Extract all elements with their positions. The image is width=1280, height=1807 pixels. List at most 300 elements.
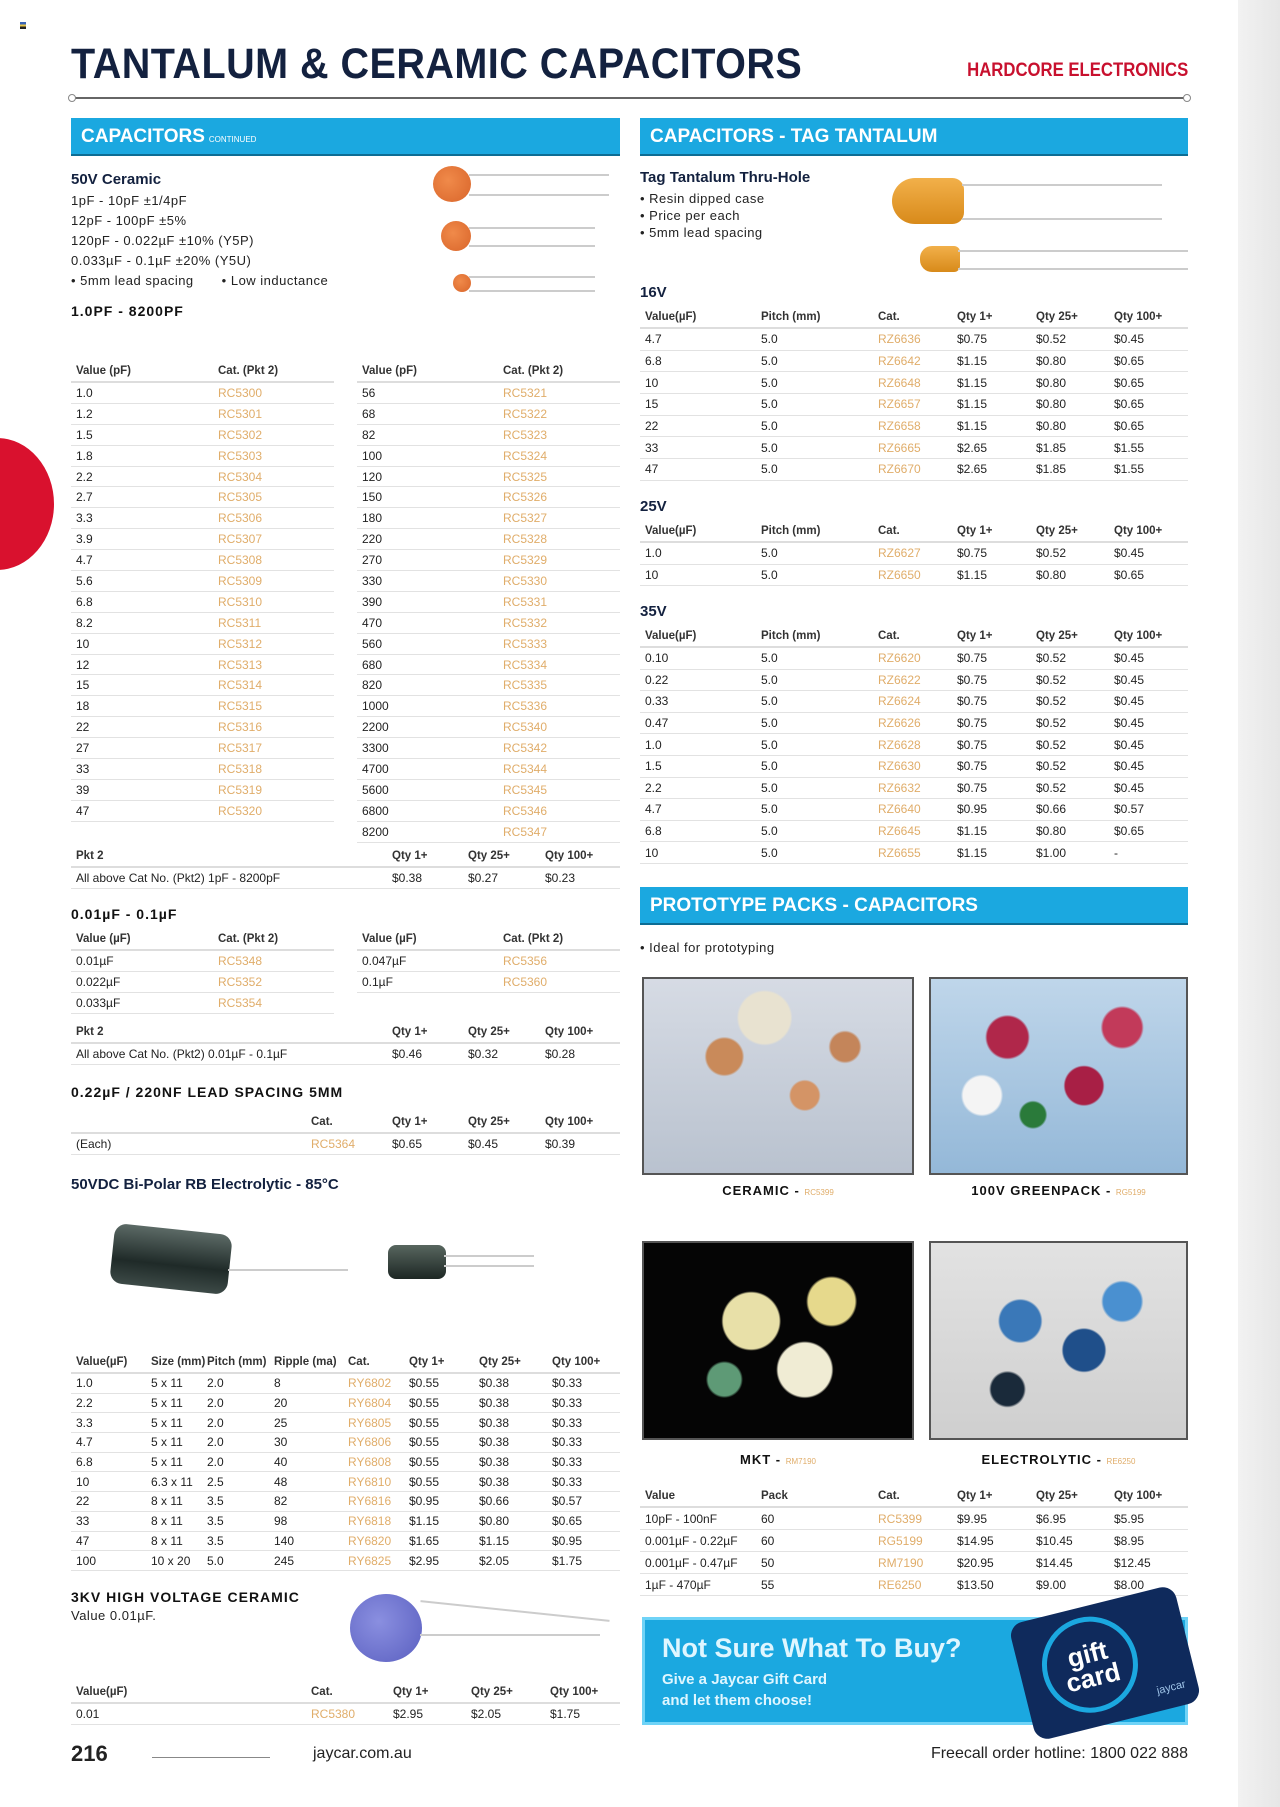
table-cell: $0.27 [468,871,499,885]
table-cell: 2.0 [207,1376,224,1391]
table-row [71,404,334,425]
ceramic-pack-photo [642,977,914,1175]
menu-icon[interactable] [20,22,26,29]
catalog-number-link[interactable]: RY6818 [348,1514,392,1529]
bipolar-electrolytic-table [71,1336,620,1571]
table-cell: $0.33 [552,1415,583,1430]
table-header [71,1683,620,1704]
table-cell: $0.65 [1114,354,1145,369]
catalog-number-link[interactable]: RC5344 [503,761,548,776]
column-header: Pitch (mm) [761,630,821,642]
prototype-packs-table [640,1487,1188,1596]
table-cell: 150 [362,490,383,505]
catalog-number-link[interactable]: RC5303 [218,448,263,463]
tantalum-35v-table [640,627,1188,864]
catalog-number-link[interactable]: RC5342 [503,741,548,756]
catalog-number-link[interactable]: RC5399 [878,1511,923,1526]
table-cell: $0.38 [392,871,423,885]
table-row [71,1532,620,1552]
table-row [71,383,334,404]
table-cell: 5.0 [761,462,778,477]
catalog-number-link[interactable]: RC5300 [218,385,263,400]
catalog-number-link[interactable]: RC5302 [218,427,263,442]
table-row [71,634,334,655]
pack-cat[interactable]: RM7190 [785,1457,816,1466]
table-cell: $0.55 [409,1474,440,1489]
catalog-number-link[interactable]: RC5305 [218,490,263,505]
table-cell: $2.95 [409,1553,440,1568]
column-header: Qty 25+ [1036,311,1078,323]
table-row [71,1453,620,1473]
catalog-number-link[interactable]: RZ6626 [878,716,921,731]
table-row [640,670,1188,692]
catalog-number-link[interactable]: RC5304 [218,469,263,484]
column-header: Qty 100+ [550,1686,599,1698]
catalog-number-link[interactable]: RC5336 [503,699,548,714]
table-cell: 2.0 [207,1415,224,1430]
table-row [640,1508,1188,1530]
catalog-number-link[interactable]: RY6825 [348,1553,392,1568]
table-cell: $12.45 [1114,1555,1151,1570]
catalog-number-link[interactable]: RG5199 [878,1533,923,1548]
table-cell: $0.65 [392,1137,423,1151]
table-row [357,822,620,843]
catalog-number-link[interactable]: RY6810 [348,1474,392,1489]
column-header: Qty 100+ [545,1026,594,1038]
catalog-number-link[interactable]: RC5346 [503,803,548,818]
table-cell: 5.0 [761,824,778,839]
table-cell: $9.00 [1036,1577,1067,1592]
table-cell: 4.7 [645,802,662,817]
table-cell: All above Cat No. (Pkt2) 1pF - 8200pF [76,871,281,885]
pack-cat[interactable]: RE6250 [1106,1457,1136,1466]
table-cell: 82 [274,1494,288,1509]
table-header [640,308,1188,329]
column-header: Value(µF) [645,311,697,323]
voltage-35v-heading: 35V [640,603,667,620]
table-row [357,717,620,738]
column-header: Cat. (Pkt 2) [218,365,279,377]
catalog-number-link[interactable]: RC5329 [503,553,548,568]
table-cell: 5.0 [761,440,778,455]
catalog-number-link[interactable]: RZ6648 [878,375,921,390]
table-cell: 4700 [362,761,389,776]
catalog-number-link[interactable]: RC5322 [503,406,548,421]
catalog-number-link[interactable]: RZ6636 [878,332,921,347]
table-cell: 0.1µF [362,975,393,989]
table-cell: 25 [274,1415,288,1430]
catalog-number-link[interactable]: RY6804 [348,1396,392,1411]
column-header: Qty 100+ [545,850,594,862]
table-cell: - [1114,845,1118,860]
table-row [357,951,620,972]
table-cell: $0.38 [479,1435,510,1450]
table-cell: All above Cat No. (Pkt2) 0.01µF - 0.1µF [76,1047,288,1061]
table-cell: $0.39 [545,1137,576,1151]
electrolytic-capacitor-image [110,1225,550,1300]
column-header: Pkt 2 [76,850,104,862]
table-cell: 5.0 [761,694,778,709]
table-row [71,655,334,676]
table-cell: 47 [76,1533,90,1548]
column-header: Qty 1+ [392,1026,428,1038]
column-header: Cat. [878,525,900,537]
table-cell: $1.15 [957,375,988,390]
column-header: Qty 100+ [1114,630,1163,642]
table-cell: 5.6 [76,573,93,588]
catalog-number-link[interactable]: RC5309 [218,573,263,588]
catalog-number-link[interactable]: RC5310 [218,594,263,609]
table-cell: 6.3 x 11 [151,1474,193,1489]
column-header: Cat. (Pkt 2) [503,365,564,377]
table-cell: $0.80 [479,1514,510,1529]
column-header: Qty 100+ [1114,1490,1163,1502]
column-header: Cat. [878,1490,900,1502]
table-cell: $1.15 [957,824,988,839]
table-cell: 120 [362,469,383,484]
catalog-number-link[interactable]: RC5326 [503,490,548,505]
catalog-number-link[interactable]: RC5325 [503,469,548,484]
table-cell: 15 [645,397,659,412]
column-header: Cat. [311,1686,333,1698]
catalog-number-link[interactable]: RY6802 [348,1376,392,1391]
bar-subtitle: CONTINUED [208,135,257,144]
table-cell: 33 [645,440,659,455]
table-cell: $2.95 [393,1707,424,1721]
column-header: Pitch (mm) [207,1356,267,1368]
table-cell: $0.33 [552,1474,583,1489]
table-cell: $0.65 [1114,824,1145,839]
table-cell: $0.33 [552,1435,583,1450]
table-row [640,351,1188,373]
catalog-number-link[interactable]: RC5347 [503,824,548,839]
table-row [357,571,620,592]
table-cell: 10 [645,375,659,390]
table-cell: $0.38 [479,1376,510,1391]
catalog-number-link[interactable]: RC5315 [218,699,263,714]
ceramic-capacitor-image [433,166,613,306]
table-cell: $0.95 [552,1533,583,1548]
catalog-number-link[interactable]: RC5354 [218,996,263,1010]
column-header: Cat. [878,311,900,323]
table-cell: 56 [362,385,376,400]
table-cell: (Each) [76,1137,112,1151]
catalog-number-link[interactable]: RZ6627 [878,546,921,561]
pkt2-price-table-uf [71,1023,620,1065]
catalog-number-link[interactable]: RY6816 [348,1494,392,1509]
catalog-number-link[interactable]: RC5340 [503,720,548,735]
catalog-number-link[interactable]: RC5311 [218,615,262,630]
catalog-number-link[interactable]: RC5364 [311,1137,356,1151]
pack-cat[interactable]: RG5199 [1115,1188,1146,1197]
table-cell: $0.95 [409,1494,440,1509]
prototype-packs-bar: PROTOTYPE PACKS - CAPACITORS [640,887,1188,923]
table-cell: 2.0 [207,1455,224,1470]
catalog-number-link[interactable]: RY6820 [348,1533,392,1548]
spec-line: 1pF - 10pF ±1/4pF [71,193,188,208]
table-cell: 8.2 [76,615,93,630]
column-header: Value (µF) [76,933,131,945]
table-cell: 10 [76,636,90,651]
hv-ceramic-heading: 3KV HIGH VOLTAGE CERAMIC [71,1589,300,1605]
catalog-number-link[interactable]: RZ6642 [878,354,921,369]
section-tab-marker [0,438,54,570]
table-cell: $0.65 [1114,397,1145,412]
table-cell: $0.66 [479,1494,510,1509]
catalog-number-link[interactable]: RC5333 [503,636,548,651]
table-cell: 1.5 [645,759,662,774]
column-header: Value(µF) [76,1356,128,1368]
ceramic-heading: 50V Ceramic [71,171,162,188]
catalog-number-link[interactable]: RC5345 [503,782,548,797]
table-cell: 98 [274,1514,288,1529]
table-row [357,404,620,425]
catalog-number-link[interactable]: RC5332 [503,615,548,630]
pack-cat[interactable]: RC5399 [804,1188,834,1197]
table-cell: 6.8 [645,824,662,839]
table-cell: 6.8 [76,594,93,609]
catalog-number-link[interactable]: RC5335 [503,678,548,693]
table-cell: 3.5 [207,1533,224,1548]
table-cell: 10 [645,845,659,860]
column-header: Qty 100+ [545,1116,594,1128]
catalog-number-link[interactable]: RC5360 [503,975,548,989]
table-cell: $0.75 [957,332,988,347]
column-header: Size (mm) [151,1356,206,1368]
catalog-number-link[interactable]: RZ6650 [878,568,921,583]
table-cell: 5 x 11 [151,1376,183,1391]
table-header [71,1113,620,1134]
catalog-number-link[interactable]: RC5324 [503,448,548,463]
table-cell: 40 [274,1455,288,1470]
catalog-number-link[interactable]: RZ6630 [878,759,921,774]
table-cell: 1000 [362,699,389,714]
bullet: • 5mm lead spacing [640,225,763,240]
catalog-number-link[interactable]: RC5308 [218,553,263,568]
table-cell: 1.0 [645,737,662,752]
table-cell: 27 [76,741,90,756]
column-header: Qty 25+ [1036,630,1078,642]
greenpack-photo [929,977,1188,1175]
table-row [71,1492,620,1512]
catalog-number-link[interactable]: RC5380 [311,1707,356,1721]
table-cell: 82 [362,427,376,442]
catalog-number-link[interactable]: RC5331 [503,594,548,609]
catalog-number-link[interactable]: RM7190 [878,1555,924,1570]
catalog-number-link[interactable]: RC5312 [218,636,263,651]
table-row [640,713,1188,735]
table-cell: $0.55 [409,1435,440,1450]
catalog-number-link[interactable]: RY6805 [348,1415,392,1430]
column-header: Value (pF) [76,365,131,377]
table-cell: $0.57 [552,1494,583,1509]
table-row [640,1552,1188,1574]
catalog-number-link[interactable]: RZ6620 [878,651,921,666]
catalog-number-link[interactable]: RC5306 [218,511,263,526]
catalog-number-link[interactable]: RZ6657 [878,397,921,412]
table-cell: 4.7 [76,1435,93,1450]
catalog-number-link[interactable]: RC5307 [218,532,263,547]
table-cell: $0.46 [392,1047,423,1061]
table-cell: 2.7 [76,490,93,505]
catalog-number-link[interactable]: RC5356 [503,954,548,968]
table-cell: $0.45 [468,1137,499,1151]
catalog-number-link[interactable]: RC5348 [218,954,263,968]
column-header: Value (pF) [362,365,417,377]
catalog-number-link[interactable]: RC5352 [218,975,263,989]
catalog-number-link[interactable]: RC5316 [218,720,263,735]
column-header: Cat. (Pkt 2) [503,933,564,945]
table-cell: 5.0 [761,332,778,347]
column-header: Qty 25+ [471,1686,513,1698]
table-cell: 22 [76,720,90,735]
catalog-number-link[interactable]: RZ6665 [878,440,921,455]
table-row [357,780,620,801]
column-header: Qty 1+ [393,1686,429,1698]
table-cell: 0.047µF [362,954,407,968]
table-row [640,416,1188,438]
table-cell: 22 [645,419,659,434]
table-cell: 2.2 [645,780,662,795]
table-cell: 5.0 [761,737,778,752]
table-cell: $0.65 [1114,568,1145,583]
table-row [357,759,620,780]
lead-spacing-heading: 0.22µF / 220NF LEAD SPACING 5MM [71,1084,344,1100]
table-cell: 15 [76,678,90,693]
table-cell: $14.45 [1036,1555,1073,1570]
catalog-number-link[interactable]: RC5323 [503,427,548,442]
table-cell: $1.15 [409,1514,440,1529]
catalog-number-link[interactable]: RE6250 [878,1577,922,1592]
hv-value-text: Value 0.01µF. [71,1608,157,1623]
column-header: Qty 25+ [479,1356,521,1368]
table-cell: 270 [362,553,383,568]
table-row [640,821,1188,843]
catalog-number-link[interactable]: RZ6655 [878,845,921,860]
pack-caption [642,1452,914,1467]
table-cell: $6.95 [1036,1511,1067,1526]
table-row [357,738,620,759]
catalog-number-link[interactable]: RZ6658 [878,419,921,434]
table-cell: 50 [761,1555,775,1570]
capacitors-continued-bar [71,118,620,154]
table-cell: $0.65 [1114,419,1145,434]
catalog-number-link[interactable]: RZ6645 [878,824,921,839]
table-cell: 33 [76,761,90,776]
gift-card-banner[interactable] [642,1617,1188,1725]
table-cell: $8.95 [1114,1533,1145,1548]
column-header: Qty 25+ [468,1026,510,1038]
table-cell: 1.0 [645,546,662,561]
table-cell: $2.65 [957,462,988,477]
catalog-number-link[interactable]: RZ6628 [878,737,921,752]
uf-heading: 0.01µF - 0.1µF [71,906,178,922]
table-cell: 5.0 [761,780,778,795]
column-header: Qty 1+ [957,630,993,642]
table-cell: 560 [362,636,383,651]
column-header: Value [645,1490,676,1502]
catalog-number-link[interactable]: RC5327 [503,511,548,526]
table-cell: $0.38 [479,1474,510,1489]
catalog-number-link[interactable]: RC5318 [218,761,263,776]
catalog-number-link[interactable]: RC5320 [218,803,263,818]
table-cell: 2.0 [207,1435,224,1450]
catalog-number-link[interactable]: RC5314 [218,678,263,693]
table-cell: $0.95 [957,802,988,817]
bipolar-heading: 50VDC Bi-Polar RB Electrolytic - 85°C [71,1176,339,1193]
table-row [640,329,1188,351]
catalog-number-link[interactable]: RZ6632 [878,780,921,795]
catalog-number-link[interactable]: RC5328 [503,532,548,547]
table-row [357,487,620,508]
table-cell: 2.0 [207,1396,224,1411]
table-cell: $1.15 [957,419,988,434]
table-cell: 5.0 [761,802,778,817]
table-cell: $0.45 [1114,332,1145,347]
catalog-number-link[interactable]: RC5319 [218,782,263,797]
table-row [71,1472,620,1492]
catalog-number-link[interactable]: RZ6624 [878,694,921,709]
catalog-number-link[interactable]: RZ6640 [878,802,921,817]
table-row [71,1134,620,1155]
tantalum-capacitor-image [892,178,1192,278]
table-row [71,571,334,592]
catalog-number-link[interactable]: RC5313 [218,657,263,672]
table-cell: 245 [274,1553,295,1568]
table-cell: $0.75 [957,759,988,774]
catalog-number-link[interactable]: RZ6622 [878,672,921,687]
table-cell: $0.80 [1036,354,1067,369]
catalog-number-link[interactable]: RC5334 [503,657,548,672]
table-row [71,1433,620,1453]
table-row [71,550,334,571]
table-cell: 0.033µF [76,996,121,1010]
site-link[interactable]: jaycar.com.au [313,1745,412,1762]
table-cell: 5.0 [761,354,778,369]
mkt-pack-photo [642,1241,914,1440]
table-row [71,467,334,488]
catalog-number-link[interactable]: RC5317 [218,741,263,756]
table-row [640,543,1188,565]
table-cell: $0.52 [1036,672,1067,687]
column-header: Qty 1+ [409,1356,445,1368]
catalog-number-link[interactable]: RZ6670 [878,462,921,477]
table-row [640,799,1188,821]
header-divider [71,97,1188,99]
table-cell: 8 x 11 [151,1514,183,1529]
table-row [357,425,620,446]
catalog-number-link[interactable]: RC5301 [218,406,263,421]
table-cell: 2200 [362,720,389,735]
table-row [71,717,334,738]
table-row [71,738,334,759]
spec-line: 0.033µF - 0.1µF ±20% (Y5U) [71,253,252,268]
table-cell: 55 [761,1577,775,1592]
table-header [71,847,620,868]
table-cell: $0.75 [957,780,988,795]
catalog-number-link[interactable]: RC5321 [503,385,548,400]
column-header: Qty 1+ [957,1490,993,1502]
catalog-number-link[interactable]: RY6808 [348,1455,392,1470]
catalog-number-link[interactable]: RC5330 [503,573,548,588]
table-cell: 100 [76,1553,97,1568]
bar-title: CAPACITORS [81,126,205,147]
tag-tantalum-heading: Tag Tantalum Thru-Hole [640,169,811,186]
table-header [640,522,1188,543]
table-row [71,868,620,889]
table-row [71,1413,620,1433]
catalog-number-link[interactable]: RY6806 [348,1435,392,1450]
